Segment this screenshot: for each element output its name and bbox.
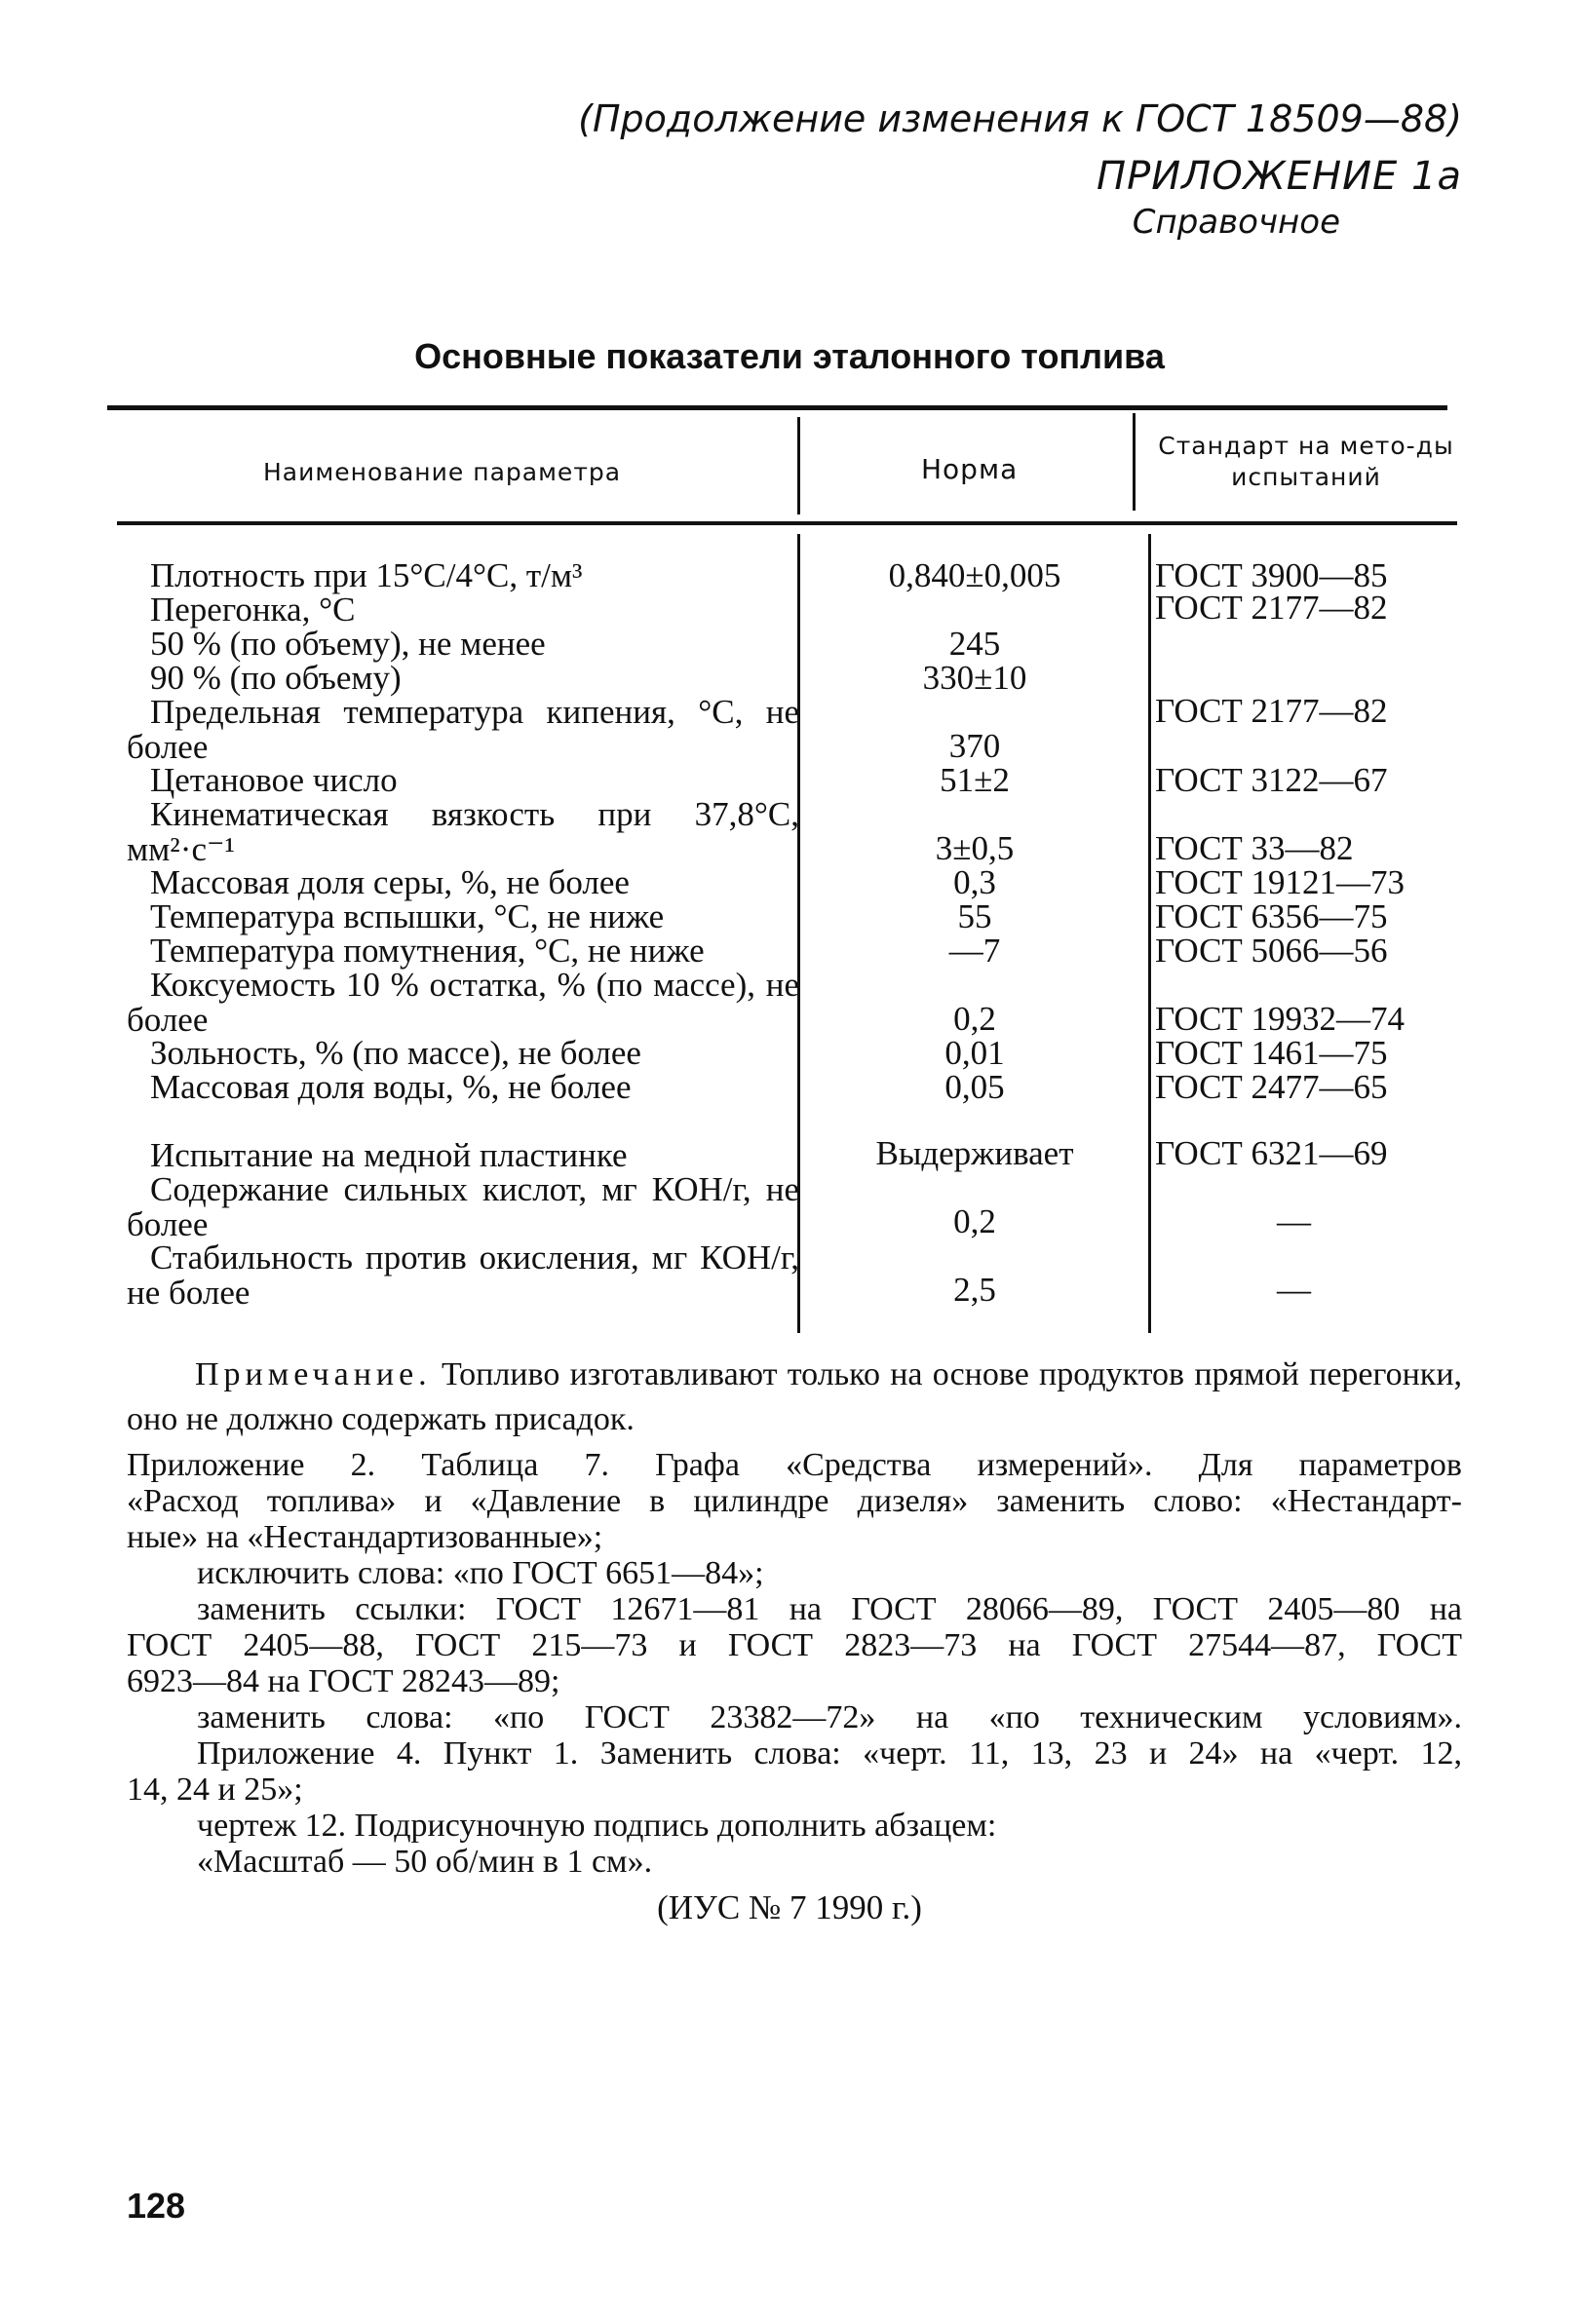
table-cell-norm: 245 [948,625,1001,663]
table-cell-param: Температура помутнения, °C, не ниже [150,932,705,970]
table-cell-param: Массовая доля воды, %, не более [150,1068,632,1106]
table-cell-standard: — [1277,1202,1311,1240]
amendment-line: 14, 24 и 25»; [127,1772,303,1808]
table-cell-norm: 51±2 [940,761,1010,799]
column-header-norm: Норма [921,453,1019,485]
table-cell-param: Плотность при 15°C/4°C, т/м³ [150,556,583,594]
note-label: Примечание. [195,1356,432,1392]
amendment-line: исключить слова: «по ГОСТ 6651—84»; [197,1555,764,1591]
table-cell-standard: ГОСТ 19121—73 [1155,863,1406,901]
table-cell-standard: ГОСТ 19932—74 [1155,1000,1406,1038]
table-cell-norm: 0,840±0,005 [888,556,1061,594]
table-cell-param: Зольность, % (по массе), не более [150,1034,641,1072]
table-cell-standard: ГОСТ 1461—75 [1155,1034,1388,1072]
table-cell-standard: ГОСТ 3900—85 [1155,556,1388,594]
table-cell-norm: 0,3 [953,863,996,901]
amendment-line: Приложение 4. Пункт 1. Заменить слова: «черт. 11, 13, 23 и 24» на «черт. 12, [197,1735,1462,1772]
table-cell-standard: ГОСТ 6321—69 [1155,1134,1388,1172]
table-cell-norm: 0,05 [944,1068,1005,1106]
table-cell-norm: 0,2 [953,1000,996,1038]
amendment-line: чертеж 12. Подрисуночную подпись дополнить абзацем: [197,1808,997,1844]
table-cell-param: Содержание сильных кислот, мг КОН/г, не более [127,1170,799,1243]
amendment-line: «Расход топлива» и «Давление в цилиндре дизеля» заменить слово: «Нестандарт- [127,1483,1462,1519]
table-cell-param: Температура вспышки, °C, не ниже [150,897,665,935]
amendment-line: заменить ссылки: ГОСТ 12671—81 на ГОСТ 28066—89, ГОСТ 2405—80 на [197,1591,1462,1627]
table-cell-norm: 370 [948,727,1001,765]
table-cell-param: Коксуемость 10 % остатка, % (по массе), не более [127,966,799,1039]
table-cell-param: Предельная температура кипения, °C, не более [127,693,799,766]
continuation-header: (Продолжение изменения к ГОСТ 18509—88) [578,97,1462,140]
amendment-line: ные» на «Нестандартизованные»; [127,1519,603,1555]
table-cell-standard: ГОСТ 33—82 [1155,829,1354,867]
table-top-rule [107,405,1447,410]
table-cell-param: Кинематическая вязкость при 37,8°C, мм²·с⁻¹ [127,795,799,868]
table-header-rule [117,521,1457,525]
appendix-status: Справочное [1132,203,1340,242]
amendment-line: 6923—84 на ГОСТ 28243—89; [127,1663,560,1699]
table-cell-standard: ГОСТ 2177—82 [1155,589,1388,627]
table-cell-param: Цетановое число [150,761,398,799]
source-reference: (ИУС № 7 1990 г.) [657,1888,922,1926]
amendment-line: «Масштаб — 50 об/мин в 1 см». [197,1844,653,1880]
table-cell-norm: 330±10 [922,659,1027,697]
column-divider [1133,413,1136,511]
table-cell-norm: 0,01 [944,1034,1005,1072]
table-cell-param: Стабильность против окисления, мг КОН/г, не более [127,1238,799,1312]
table-cell-param: Испытание на медной пластинке [150,1136,628,1174]
table-title: Основные показатели эталонного топлива [414,336,1165,376]
column-divider [797,417,800,514]
column-header-standard: Стандарт на мето-ды испытаний [1158,432,1454,491]
table-cell-norm: 55 [957,897,992,935]
amendment-line: Приложение 2. Таблица 7. Графа «Средства измерений». Для параметров [127,1447,1462,1483]
table-cell-norm: 3±0,5 [935,829,1015,867]
table-cell-standard: ГОСТ 6356—75 [1155,897,1388,935]
table-cell-param: 50 % (по объему), не менее [150,625,546,663]
note-text: Топливо изготавливают только на основе продуктов прямой перегонки, оно не должно содержать присадок. [127,1356,1463,1437]
amendment-line: ГОСТ 2405—88, ГОСТ 215—73 и ГОСТ 2823—73 на ГОСТ 27544—87, ГОСТ [127,1627,1462,1663]
table-cell-standard: ГОСТ 2477—65 [1155,1068,1388,1106]
appendix-title: ПРИЛОЖЕНИЕ 1а [1097,154,1462,199]
table-cell-standard: ГОСТ 2177—82 [1155,692,1388,730]
table-cell-norm: Выдерживает [875,1134,1074,1172]
table-note [127,1352,1462,1442]
column-divider [1148,534,1151,1333]
table-cell-param: Перегонка, °C [150,591,356,629]
column-header-parameter: Наименование параметра [263,458,622,486]
amendment-line: заменить слова: «по ГОСТ 23382—72» на «по техническим условиям». [197,1699,1462,1735]
table-cell-param: 90 % (по объему) [150,659,402,697]
table-cell-param: Массовая доля серы, %, не более [150,863,630,901]
page-number: 128 [127,2186,186,2226]
table-cell-standard: — [1277,1271,1311,1309]
table-cell-norm: 2,5 [953,1271,996,1309]
table-cell-standard: ГОСТ 3122—67 [1155,761,1388,799]
table-cell-norm: 0,2 [953,1202,996,1240]
table-cell-norm: —7 [948,932,1001,970]
table-cell-standard: ГОСТ 5066—56 [1155,932,1388,970]
